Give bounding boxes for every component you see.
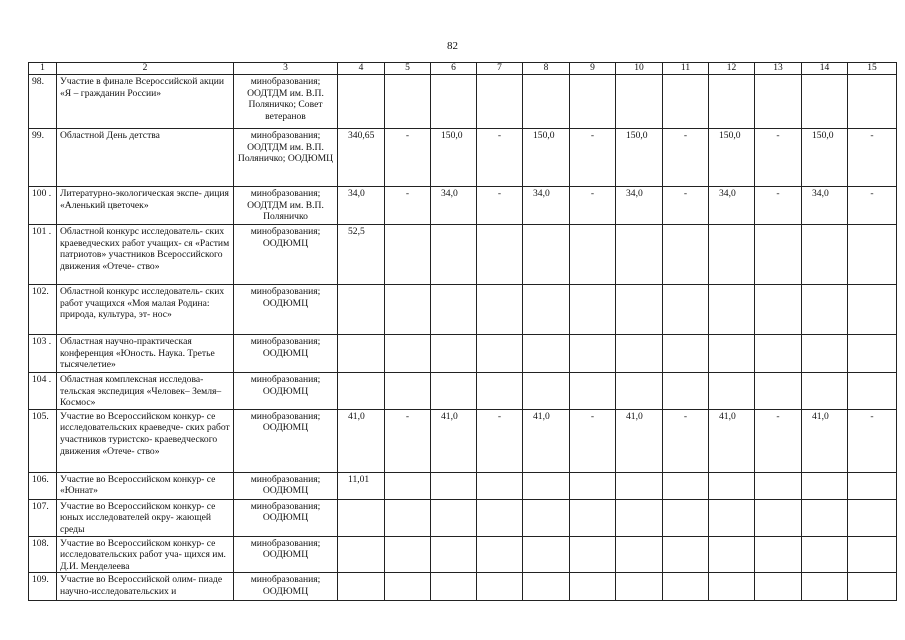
- table-row: [29, 472, 897, 499]
- table-row: [29, 285, 897, 335]
- table-row: [29, 499, 897, 536]
- executor-cell: минобразования; ООДТДМ им. В.П. Поляничко; ООДЮМЦ: [234, 129, 338, 187]
- activity-name-cell: Областной конкурс исследователь- ских краеведческих работ учащих- ся «Растим патриотов» участников Всероссийского движения «Отече- ство»: [57, 225, 234, 285]
- activity-name-cell: Областной конкурс исследователь- ских работ учащихся «Моя малая Родина: природа, культура, эт- нос»: [57, 285, 234, 335]
- value-cell: [848, 536, 897, 573]
- value-cell: [616, 75, 663, 129]
- value-cell: [385, 75, 431, 129]
- value-cell: [477, 573, 523, 601]
- value-cell: [755, 335, 802, 373]
- value-cell: 34,0: [431, 187, 477, 225]
- value-cell: [570, 285, 616, 335]
- value-cell: [431, 225, 477, 285]
- value-cell: [477, 472, 523, 499]
- column-header: 1: [29, 63, 57, 75]
- value-cell: 41,0: [431, 409, 477, 472]
- value-cell: 150,0: [709, 129, 755, 187]
- value-cell: -: [385, 129, 431, 187]
- value-cell: [848, 75, 897, 129]
- column-header: 9: [570, 63, 616, 75]
- column-header: 5: [385, 63, 431, 75]
- value-cell: [385, 285, 431, 335]
- value-cell: -: [570, 129, 616, 187]
- value-cell: [431, 573, 477, 601]
- value-cell: [385, 499, 431, 536]
- value-cell: 34,0: [802, 187, 848, 225]
- value-cell: [477, 335, 523, 373]
- value-cell: [709, 499, 755, 536]
- executor-cell: минобразования; ООДЮМЦ: [234, 499, 338, 536]
- value-cell: [663, 536, 709, 573]
- value-cell: [802, 285, 848, 335]
- row-number-cell: 109.: [29, 573, 57, 601]
- value-cell: [431, 285, 477, 335]
- value-cell: [616, 472, 663, 499]
- row-number-cell: 104 .: [29, 373, 57, 410]
- executor-cell: минобразования; ООДЮМЦ: [234, 536, 338, 573]
- column-header: 11: [663, 63, 709, 75]
- row-number-cell: 106.: [29, 472, 57, 499]
- row-number-cell: 100 .: [29, 187, 57, 225]
- activity-name-cell: Участие во Всероссийском конкур- се исследовательских работ уча- щихся им. Д.И. Менделеева: [57, 536, 234, 573]
- table-row: [29, 75, 897, 129]
- column-header: 2: [57, 63, 234, 75]
- executor-cell: минобразования; ООДЮМЦ: [234, 285, 338, 335]
- table-row: [29, 536, 897, 573]
- value-cell: [709, 225, 755, 285]
- executor-cell: минобразования; ООДТДМ им. В.П. Поляничко; Совет ветеранов: [234, 75, 338, 129]
- value-cell: [570, 573, 616, 601]
- value-cell: [523, 285, 570, 335]
- activity-name-cell: Участие во Всероссийском конкур- се юных исследователей окру- жающей среды: [57, 499, 234, 536]
- executor-cell: минобразования; ООДЮМЦ: [234, 373, 338, 410]
- value-cell: [431, 75, 477, 129]
- value-cell: [338, 335, 385, 373]
- value-cell: 41,0: [802, 409, 848, 472]
- value-cell: -: [477, 187, 523, 225]
- value-cell: [477, 225, 523, 285]
- value-cell: [338, 75, 385, 129]
- column-header: 3: [234, 63, 338, 75]
- value-cell: -: [570, 187, 616, 225]
- value-cell: [431, 335, 477, 373]
- value-cell: [338, 499, 385, 536]
- table-row: [29, 373, 897, 410]
- value-cell: -: [848, 187, 897, 225]
- value-cell: [570, 472, 616, 499]
- row-number-cell: 98.: [29, 75, 57, 129]
- value-cell: [385, 472, 431, 499]
- column-header: 10: [616, 63, 663, 75]
- value-cell: [755, 472, 802, 499]
- value-cell: [385, 335, 431, 373]
- value-cell: [616, 573, 663, 601]
- value-cell: [431, 536, 477, 573]
- table-row: [29, 225, 897, 285]
- value-cell: 34,0: [338, 187, 385, 225]
- activity-name-cell: Литературно-экологическая экспе- диция «Аленький цветочек»: [57, 187, 234, 225]
- value-cell: [570, 373, 616, 410]
- value-cell: [431, 499, 477, 536]
- value-cell: [616, 335, 663, 373]
- executor-cell: минобразования; ООДЮМЦ: [234, 225, 338, 285]
- column-header: 12: [709, 63, 755, 75]
- value-cell: [477, 373, 523, 410]
- value-cell: [709, 285, 755, 335]
- value-cell: [523, 499, 570, 536]
- value-cell: [616, 499, 663, 536]
- value-cell: [755, 373, 802, 410]
- value-cell: -: [755, 409, 802, 472]
- value-cell: -: [385, 409, 431, 472]
- value-cell: [616, 536, 663, 573]
- value-cell: [848, 499, 897, 536]
- value-cell: 41,0: [523, 409, 570, 472]
- value-cell: [616, 225, 663, 285]
- value-cell: [385, 373, 431, 410]
- value-cell: [523, 335, 570, 373]
- table-row: [29, 573, 897, 601]
- value-cell: [570, 335, 616, 373]
- table-row: [29, 335, 897, 373]
- value-cell: [663, 472, 709, 499]
- value-cell: [848, 573, 897, 601]
- executor-cell: минобразования; ООДЮМЦ: [234, 409, 338, 472]
- value-cell: [385, 225, 431, 285]
- value-cell: [477, 536, 523, 573]
- value-cell: [755, 225, 802, 285]
- value-cell: 41,0: [338, 409, 385, 472]
- value-cell: [616, 373, 663, 410]
- activity-name-cell: Областной День детства: [57, 129, 234, 187]
- value-cell: [709, 75, 755, 129]
- value-cell: -: [663, 129, 709, 187]
- value-cell: [755, 573, 802, 601]
- value-cell: [802, 472, 848, 499]
- value-cell: [431, 472, 477, 499]
- value-cell: -: [848, 129, 897, 187]
- value-cell: 41,0: [709, 409, 755, 472]
- value-cell: [338, 536, 385, 573]
- value-cell: [663, 285, 709, 335]
- row-number-cell: 99.: [29, 129, 57, 187]
- value-cell: [802, 335, 848, 373]
- value-cell: 340,65: [338, 129, 385, 187]
- row-number-cell: 108.: [29, 536, 57, 573]
- column-header: 13: [755, 63, 802, 75]
- value-cell: [338, 373, 385, 410]
- column-header: 8: [523, 63, 570, 75]
- executor-cell: минобразования; ООДТДМ им. В.П. Поляничко: [234, 187, 338, 225]
- activity-name-cell: Областная научно-практическая конференция «Юность. Наука. Третье тысячелетие»: [57, 335, 234, 373]
- value-cell: [802, 573, 848, 601]
- value-cell: 150,0: [616, 129, 663, 187]
- value-cell: 150,0: [802, 129, 848, 187]
- page-number: 82: [447, 40, 458, 52]
- row-number-cell: 105.: [29, 409, 57, 472]
- value-cell: [663, 373, 709, 410]
- value-cell: [663, 499, 709, 536]
- value-cell: [477, 285, 523, 335]
- value-cell: -: [570, 409, 616, 472]
- value-cell: [709, 472, 755, 499]
- executor-cell: минобразования; ООДЮМЦ: [234, 472, 338, 499]
- value-cell: [570, 536, 616, 573]
- table-row: [29, 129, 897, 187]
- value-cell: [709, 335, 755, 373]
- value-cell: [802, 499, 848, 536]
- value-cell: [523, 75, 570, 129]
- value-cell: [385, 536, 431, 573]
- row-number-cell: 101 .: [29, 225, 57, 285]
- value-cell: [709, 573, 755, 601]
- value-cell: [848, 225, 897, 285]
- value-cell: [755, 499, 802, 536]
- column-header: 7: [477, 63, 523, 75]
- value-cell: [663, 75, 709, 129]
- value-cell: [709, 373, 755, 410]
- value-cell: [477, 499, 523, 536]
- column-number-header-row: [29, 63, 897, 75]
- value-cell: [755, 536, 802, 573]
- value-cell: 11,01: [338, 472, 385, 499]
- value-cell: [523, 573, 570, 601]
- executor-cell: минобразования; ООДЮМЦ: [234, 335, 338, 373]
- column-header: 4: [338, 63, 385, 75]
- value-cell: 150,0: [431, 129, 477, 187]
- value-cell: [848, 472, 897, 499]
- activity-name-cell: Участие во Всероссийском конкур- се «Юннат»: [57, 472, 234, 499]
- value-cell: [755, 285, 802, 335]
- value-cell: [802, 373, 848, 410]
- value-cell: [802, 75, 848, 129]
- value-cell: -: [848, 409, 897, 472]
- value-cell: 52,5: [338, 225, 385, 285]
- value-cell: [338, 573, 385, 601]
- value-cell: [523, 536, 570, 573]
- value-cell: [570, 75, 616, 129]
- value-cell: 34,0: [709, 187, 755, 225]
- value-cell: -: [477, 409, 523, 472]
- column-header: 15: [848, 63, 897, 75]
- activity-name-cell: Участие в финале Всероссийской акции «Я – гражданин России»: [57, 75, 234, 129]
- program-activities-table: [28, 62, 897, 601]
- column-header: 6: [431, 63, 477, 75]
- value-cell: 41,0: [616, 409, 663, 472]
- value-cell: [663, 573, 709, 601]
- value-cell: [477, 75, 523, 129]
- value-cell: [338, 285, 385, 335]
- row-number-cell: 103 .: [29, 335, 57, 373]
- column-header: 14: [802, 63, 848, 75]
- value-cell: -: [755, 129, 802, 187]
- activity-name-cell: Участие во Всероссийской олим- пиаде научно-исследовательских и: [57, 573, 234, 601]
- value-cell: [616, 285, 663, 335]
- value-cell: [523, 225, 570, 285]
- value-cell: [709, 536, 755, 573]
- table-body: [29, 63, 897, 601]
- activity-name-cell: Областная комплексная исследова- тельская экспедиция «Человек– Земля–Космос»: [57, 373, 234, 410]
- value-cell: -: [477, 129, 523, 187]
- value-cell: -: [663, 187, 709, 225]
- value-cell: [385, 573, 431, 601]
- value-cell: -: [663, 409, 709, 472]
- value-cell: [523, 472, 570, 499]
- value-cell: -: [755, 187, 802, 225]
- value-cell: [848, 335, 897, 373]
- value-cell: [802, 225, 848, 285]
- activity-name-cell: Участие во Всероссийском конкур- се исследовательских краеведче- ских работ участников туристско- краеведческого движения «Отече- ство»: [57, 409, 234, 472]
- value-cell: [802, 536, 848, 573]
- table-row: [29, 409, 897, 472]
- value-cell: 34,0: [523, 187, 570, 225]
- value-cell: -: [385, 187, 431, 225]
- value-cell: [663, 225, 709, 285]
- row-number-cell: 102.: [29, 285, 57, 335]
- value-cell: 34,0: [616, 187, 663, 225]
- value-cell: [755, 75, 802, 129]
- value-cell: [570, 499, 616, 536]
- value-cell: 150,0: [523, 129, 570, 187]
- value-cell: [570, 225, 616, 285]
- value-cell: [523, 373, 570, 410]
- value-cell: [663, 335, 709, 373]
- value-cell: [431, 373, 477, 410]
- value-cell: [848, 373, 897, 410]
- row-number-cell: 107.: [29, 499, 57, 536]
- value-cell: [848, 285, 897, 335]
- table-row: [29, 187, 897, 225]
- executor-cell: минобразования; ООДЮМЦ: [234, 573, 338, 601]
